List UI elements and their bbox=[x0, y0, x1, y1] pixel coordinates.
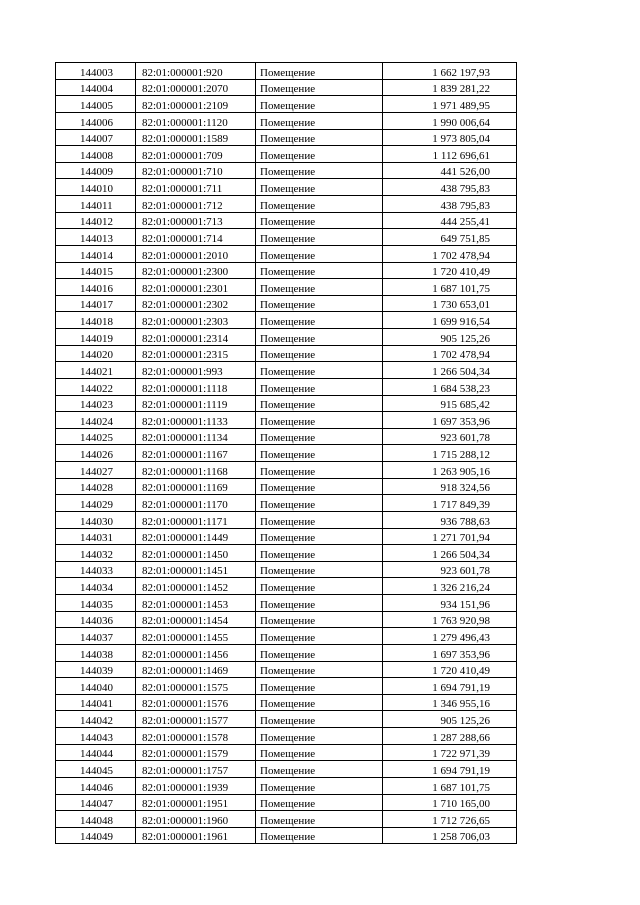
table-row bbox=[56, 478, 517, 495]
object-type-cell: Помещение bbox=[256, 495, 383, 512]
cadastral-number-cell: 82:01:000001:713 bbox=[136, 212, 256, 229]
row-number-cell: 144033 bbox=[56, 561, 136, 578]
cadastral-value-cell: 1 973 805,04 bbox=[383, 129, 517, 146]
table-row bbox=[56, 595, 517, 612]
table-row bbox=[56, 811, 517, 828]
object-type-cell: Помещение bbox=[256, 345, 383, 362]
object-type-cell: Помещение bbox=[256, 212, 383, 229]
cadastral-value-cell: 1 112 696,61 bbox=[383, 146, 517, 163]
cadastral-number-cell: 82:01:000001:993 bbox=[136, 362, 256, 379]
object-type-cell: Помещение bbox=[256, 561, 383, 578]
table-row bbox=[56, 329, 517, 346]
object-type-cell: Помещение bbox=[256, 445, 383, 462]
table-row bbox=[56, 761, 517, 778]
row-number-cell: 144012 bbox=[56, 212, 136, 229]
cadastral-value-cell: 1 287 288,66 bbox=[383, 728, 517, 745]
object-type-cell: Помещение bbox=[256, 678, 383, 695]
cadastral-value-cell: 1 702 478,94 bbox=[383, 345, 517, 362]
row-number-cell: 144049 bbox=[56, 827, 136, 844]
object-type-cell: Помещение bbox=[256, 362, 383, 379]
object-type-cell: Помещение bbox=[256, 79, 383, 96]
cadastral-number-cell: 82:01:000001:1951 bbox=[136, 794, 256, 811]
cadastral-value-cell: 1 990 006,64 bbox=[383, 112, 517, 129]
cadastral-value-cell: 923 601,78 bbox=[383, 428, 517, 445]
object-type-cell: Помещение bbox=[256, 777, 383, 794]
cadastral-value-cell: 1 279 496,43 bbox=[383, 628, 517, 645]
object-type-cell: Помещение bbox=[256, 395, 383, 412]
cadastral-number-cell: 82:01:000001:1168 bbox=[136, 462, 256, 479]
cadastral-value-cell: 1 266 504,34 bbox=[383, 545, 517, 562]
table-row bbox=[56, 412, 517, 429]
cadastral-value-cell: 1 720 410,49 bbox=[383, 262, 517, 279]
row-number-cell: 144011 bbox=[56, 196, 136, 213]
object-type-cell: Помещение bbox=[256, 728, 383, 745]
cadastral-value-cell: 1 971 489,95 bbox=[383, 96, 517, 113]
table-row bbox=[56, 827, 517, 844]
cadastral-number-cell: 82:01:000001:1119 bbox=[136, 395, 256, 412]
row-number-cell: 144038 bbox=[56, 644, 136, 661]
cadastral-value-cell: 438 795,83 bbox=[383, 179, 517, 196]
cadastral-number-cell: 82:01:000001:1170 bbox=[136, 495, 256, 512]
table-row bbox=[56, 362, 517, 379]
cadastral-value-cell: 1 684 538,23 bbox=[383, 378, 517, 395]
cadastral-value-cell: 905 125,26 bbox=[383, 329, 517, 346]
cadastral-number-cell: 82:01:000001:1757 bbox=[136, 761, 256, 778]
cadastral-value-cell: 649 751,85 bbox=[383, 229, 517, 246]
cadastral-number-cell: 82:01:000001:1576 bbox=[136, 694, 256, 711]
cadastral-value-cell: 923 601,78 bbox=[383, 561, 517, 578]
row-number-cell: 144045 bbox=[56, 761, 136, 778]
cadastral-value-cell: 444 255,41 bbox=[383, 212, 517, 229]
cadastral-value-cell: 905 125,26 bbox=[383, 711, 517, 728]
table-row bbox=[56, 162, 517, 179]
row-number-cell: 144029 bbox=[56, 495, 136, 512]
cadastral-value-cell: 1 712 726,65 bbox=[383, 811, 517, 828]
cadastral-number-cell: 82:01:000001:1134 bbox=[136, 428, 256, 445]
object-type-cell: Помещение bbox=[256, 644, 383, 661]
table-row bbox=[56, 711, 517, 728]
table-row bbox=[56, 279, 517, 296]
cadastral-number-cell: 82:01:000001:2109 bbox=[136, 96, 256, 113]
cadastral-value-cell: 1 839 281,22 bbox=[383, 79, 517, 96]
cadastral-value-cell: 1 687 101,75 bbox=[383, 279, 517, 296]
cadastral-value-cell: 915 685,42 bbox=[383, 395, 517, 412]
object-type-cell: Помещение bbox=[256, 611, 383, 628]
cadastral-number-cell: 82:01:000001:2315 bbox=[136, 345, 256, 362]
object-type-cell: Помещение bbox=[256, 528, 383, 545]
cadastral-value-cell: 1 720 410,49 bbox=[383, 661, 517, 678]
row-number-cell: 144032 bbox=[56, 545, 136, 562]
cadastral-number-cell: 82:01:000001:2300 bbox=[136, 262, 256, 279]
row-number-cell: 144046 bbox=[56, 777, 136, 794]
cadastral-number-cell: 82:01:000001:1456 bbox=[136, 644, 256, 661]
cadastral-number-cell: 82:01:000001:1575 bbox=[136, 678, 256, 695]
cadastral-value-cell: 1 694 791,19 bbox=[383, 678, 517, 695]
row-number-cell: 144021 bbox=[56, 362, 136, 379]
table-row bbox=[56, 345, 517, 362]
cadastral-number-cell: 82:01:000001:2314 bbox=[136, 329, 256, 346]
cadastral-value-cell: 1 263 905,16 bbox=[383, 462, 517, 479]
cadastral-number-cell: 82:01:000001:1589 bbox=[136, 129, 256, 146]
object-type-cell: Помещение bbox=[256, 162, 383, 179]
cadastral-number-cell: 82:01:000001:2302 bbox=[136, 295, 256, 312]
cadastral-number-cell: 82:01:000001:2010 bbox=[136, 245, 256, 262]
table-row bbox=[56, 395, 517, 412]
cadastral-number-cell: 82:01:000001:1455 bbox=[136, 628, 256, 645]
cadastral-number-cell: 82:01:000001:1451 bbox=[136, 561, 256, 578]
object-type-cell: Помещение bbox=[256, 329, 383, 346]
cadastral-number-cell: 82:01:000001:714 bbox=[136, 229, 256, 246]
cadastral-number-cell: 82:01:000001:1167 bbox=[136, 445, 256, 462]
cadastral-value-cell: 1 702 478,94 bbox=[383, 245, 517, 262]
object-type-cell: Помещение bbox=[256, 811, 383, 828]
object-type-cell: Помещение bbox=[256, 129, 383, 146]
object-type-cell: Помещение bbox=[256, 545, 383, 562]
object-type-cell: Помещение bbox=[256, 794, 383, 811]
cadastral-value-cell: 1 662 197,93 bbox=[383, 63, 517, 80]
cadastral-number-cell: 82:01:000001:1450 bbox=[136, 545, 256, 562]
cadastral-number-cell: 82:01:000001:1454 bbox=[136, 611, 256, 628]
object-type-cell: Помещение bbox=[256, 295, 383, 312]
cadastral-value-cell: 1 717 849,39 bbox=[383, 495, 517, 512]
object-type-cell: Помещение bbox=[256, 595, 383, 612]
cadastral-number-cell: 82:01:000001:1577 bbox=[136, 711, 256, 728]
property-table bbox=[55, 62, 517, 844]
row-number-cell: 144044 bbox=[56, 744, 136, 761]
object-type-cell: Помещение bbox=[256, 578, 383, 595]
cadastral-number-cell: 82:01:000001:1133 bbox=[136, 412, 256, 429]
object-type-cell: Помещение bbox=[256, 827, 383, 844]
object-type-cell: Помещение bbox=[256, 628, 383, 645]
table-row bbox=[56, 146, 517, 163]
table-row bbox=[56, 495, 517, 512]
table-row bbox=[56, 678, 517, 695]
cadastral-value-cell: 936 788,63 bbox=[383, 511, 517, 528]
table-row bbox=[56, 445, 517, 462]
object-type-cell: Помещение bbox=[256, 711, 383, 728]
table-row bbox=[56, 63, 517, 80]
table-row bbox=[56, 528, 517, 545]
cadastral-number-cell: 82:01:000001:2070 bbox=[136, 79, 256, 96]
row-number-cell: 144048 bbox=[56, 811, 136, 828]
object-type-cell: Помещение bbox=[256, 661, 383, 678]
row-number-cell: 144007 bbox=[56, 129, 136, 146]
cadastral-value-cell: 1 326 216,24 bbox=[383, 578, 517, 595]
cadastral-number-cell: 82:01:000001:1939 bbox=[136, 777, 256, 794]
row-number-cell: 144025 bbox=[56, 428, 136, 445]
row-number-cell: 144024 bbox=[56, 412, 136, 429]
cadastral-number-cell: 82:01:000001:1120 bbox=[136, 112, 256, 129]
cadastral-value-cell: 1 258 706,03 bbox=[383, 827, 517, 844]
cadastral-number-cell: 82:01:000001:1578 bbox=[136, 728, 256, 745]
object-type-cell: Помещение bbox=[256, 229, 383, 246]
table-row bbox=[56, 212, 517, 229]
object-type-cell: Помещение bbox=[256, 428, 383, 445]
cadastral-number-cell: 82:01:000001:1452 bbox=[136, 578, 256, 595]
row-number-cell: 144031 bbox=[56, 528, 136, 545]
cadastral-number-cell: 82:01:000001:1469 bbox=[136, 661, 256, 678]
cadastral-value-cell: 1 697 353,96 bbox=[383, 644, 517, 661]
cadastral-value-cell: 1 346 955,16 bbox=[383, 694, 517, 711]
object-type-cell: Помещение bbox=[256, 112, 383, 129]
object-type-cell: Помещение bbox=[256, 511, 383, 528]
row-number-cell: 144037 bbox=[56, 628, 136, 645]
table-row bbox=[56, 744, 517, 761]
object-type-cell: Помещение bbox=[256, 179, 383, 196]
object-type-cell: Помещение bbox=[256, 262, 383, 279]
cadastral-value-cell: 934 151,96 bbox=[383, 595, 517, 612]
cadastral-value-cell: 1 271 701,94 bbox=[383, 528, 517, 545]
cadastral-number-cell: 82:01:000001:1449 bbox=[136, 528, 256, 545]
table-row bbox=[56, 628, 517, 645]
row-number-cell: 144027 bbox=[56, 462, 136, 479]
cadastral-number-cell: 82:01:000001:2301 bbox=[136, 279, 256, 296]
row-number-cell: 144022 bbox=[56, 378, 136, 395]
row-number-cell: 144036 bbox=[56, 611, 136, 628]
cadastral-value-cell: 1 763 920,98 bbox=[383, 611, 517, 628]
row-number-cell: 144009 bbox=[56, 162, 136, 179]
table-row bbox=[56, 545, 517, 562]
row-number-cell: 144015 bbox=[56, 262, 136, 279]
row-number-cell: 144023 bbox=[56, 395, 136, 412]
cadastral-value-cell: 918 324,56 bbox=[383, 478, 517, 495]
table-row bbox=[56, 561, 517, 578]
row-number-cell: 144018 bbox=[56, 312, 136, 329]
table-row bbox=[56, 112, 517, 129]
row-number-cell: 144035 bbox=[56, 595, 136, 612]
table-row bbox=[56, 777, 517, 794]
cadastral-number-cell: 82:01:000001:709 bbox=[136, 146, 256, 163]
cadastral-value-cell: 438 795,83 bbox=[383, 196, 517, 213]
cadastral-number-cell: 82:01:000001:1579 bbox=[136, 744, 256, 761]
row-number-cell: 144020 bbox=[56, 345, 136, 362]
object-type-cell: Помещение bbox=[256, 744, 383, 761]
cadastral-value-cell: 1 730 653,01 bbox=[383, 295, 517, 312]
table-row bbox=[56, 295, 517, 312]
cadastral-value-cell: 1 694 791,19 bbox=[383, 761, 517, 778]
cadastral-number-cell: 82:01:000001:1171 bbox=[136, 511, 256, 528]
row-number-cell: 144028 bbox=[56, 478, 136, 495]
table-row bbox=[56, 728, 517, 745]
row-number-cell: 144039 bbox=[56, 661, 136, 678]
cadastral-value-cell: 1 699 916,54 bbox=[383, 312, 517, 329]
object-type-cell: Помещение bbox=[256, 412, 383, 429]
row-number-cell: 144030 bbox=[56, 511, 136, 528]
row-number-cell: 144042 bbox=[56, 711, 136, 728]
row-number-cell: 144047 bbox=[56, 794, 136, 811]
cadastral-value-cell: 1 710 165,00 bbox=[383, 794, 517, 811]
object-type-cell: Помещение bbox=[256, 245, 383, 262]
table-row bbox=[56, 378, 517, 395]
table-row bbox=[56, 312, 517, 329]
object-type-cell: Помещение bbox=[256, 96, 383, 113]
row-number-cell: 144043 bbox=[56, 728, 136, 745]
table-row bbox=[56, 129, 517, 146]
cadastral-value-cell: 1 266 504,34 bbox=[383, 362, 517, 379]
table-row bbox=[56, 96, 517, 113]
cadastral-number-cell: 82:01:000001:710 bbox=[136, 162, 256, 179]
table-row bbox=[56, 694, 517, 711]
cadastral-value-cell: 1 722 971,39 bbox=[383, 744, 517, 761]
cadastral-number-cell: 82:01:000001:2303 bbox=[136, 312, 256, 329]
table-row bbox=[56, 794, 517, 811]
row-number-cell: 144008 bbox=[56, 146, 136, 163]
object-type-cell: Помещение bbox=[256, 462, 383, 479]
table-row bbox=[56, 462, 517, 479]
row-number-cell: 144003 bbox=[56, 63, 136, 80]
cadastral-value-cell: 1 697 353,96 bbox=[383, 412, 517, 429]
cadastral-value-cell: 441 526,00 bbox=[383, 162, 517, 179]
table-row bbox=[56, 179, 517, 196]
object-type-cell: Помещение bbox=[256, 146, 383, 163]
table-row bbox=[56, 611, 517, 628]
cadastral-number-cell: 82:01:000001:711 bbox=[136, 179, 256, 196]
table-row bbox=[56, 79, 517, 96]
object-type-cell: Помещение bbox=[256, 378, 383, 395]
object-type-cell: Помещение bbox=[256, 279, 383, 296]
row-number-cell: 144013 bbox=[56, 229, 136, 246]
table-row bbox=[56, 262, 517, 279]
cadastral-number-cell: 82:01:000001:1169 bbox=[136, 478, 256, 495]
table-row bbox=[56, 661, 517, 678]
row-number-cell: 144017 bbox=[56, 295, 136, 312]
row-number-cell: 144016 bbox=[56, 279, 136, 296]
row-number-cell: 144010 bbox=[56, 179, 136, 196]
cadastral-number-cell: 82:01:000001:712 bbox=[136, 196, 256, 213]
cadastral-number-cell: 82:01:000001:1961 bbox=[136, 827, 256, 844]
cadastral-value-cell: 1 715 288,12 bbox=[383, 445, 517, 462]
object-type-cell: Помещение bbox=[256, 694, 383, 711]
row-number-cell: 144034 bbox=[56, 578, 136, 595]
cadastral-number-cell: 82:01:000001:1118 bbox=[136, 378, 256, 395]
cadastral-number-cell: 82:01:000001:920 bbox=[136, 63, 256, 80]
cadastral-value-cell: 1 687 101,75 bbox=[383, 777, 517, 794]
row-number-cell: 144040 bbox=[56, 678, 136, 695]
row-number-cell: 144005 bbox=[56, 96, 136, 113]
object-type-cell: Помещение bbox=[256, 478, 383, 495]
property-table-body bbox=[56, 63, 517, 844]
row-number-cell: 144041 bbox=[56, 694, 136, 711]
table-row bbox=[56, 644, 517, 661]
row-number-cell: 144014 bbox=[56, 245, 136, 262]
table-row bbox=[56, 578, 517, 595]
object-type-cell: Помещение bbox=[256, 761, 383, 778]
table-row bbox=[56, 511, 517, 528]
object-type-cell: Помещение bbox=[256, 312, 383, 329]
cadastral-number-cell: 82:01:000001:1453 bbox=[136, 595, 256, 612]
table-row bbox=[56, 196, 517, 213]
table-row bbox=[56, 245, 517, 262]
table-row bbox=[56, 428, 517, 445]
object-type-cell: Помещение bbox=[256, 196, 383, 213]
object-type-cell: Помещение bbox=[256, 63, 383, 80]
row-number-cell: 144019 bbox=[56, 329, 136, 346]
row-number-cell: 144006 bbox=[56, 112, 136, 129]
cadastral-number-cell: 82:01:000001:1960 bbox=[136, 811, 256, 828]
row-number-cell: 144026 bbox=[56, 445, 136, 462]
table-row bbox=[56, 229, 517, 246]
row-number-cell: 144004 bbox=[56, 79, 136, 96]
